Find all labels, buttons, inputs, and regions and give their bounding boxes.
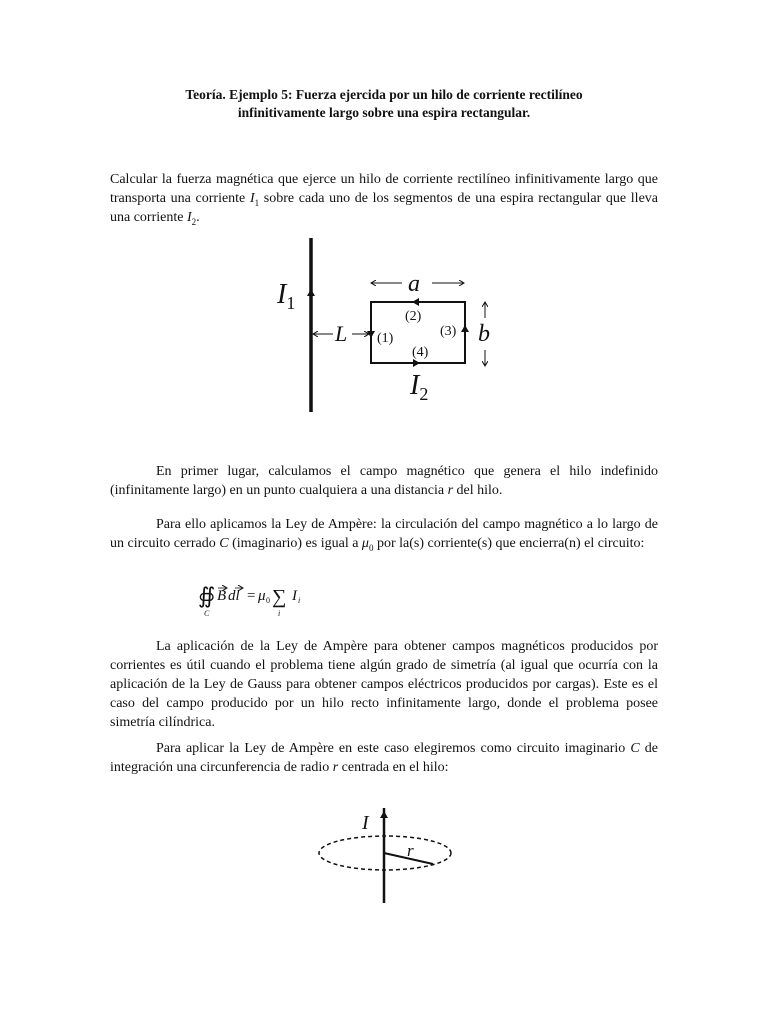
paragraph-1: En primer lugar, calculamos el campo magnético que genera el hilo indefinido (infinitamente largo) en un punto cualquiera a una distancia r del hilo. bbox=[110, 464, 658, 498]
closed-integral-symbol: ∯ bbox=[198, 583, 216, 608]
label-a: a bbox=[408, 271, 420, 297]
label-seg3: (3) bbox=[440, 324, 457, 339]
paragraph-2: Para ello aplicamos la Ley de Ampère: la circulación del campo magnético a lo largo de un circuito cerrado C (imaginario) es igual a $\mu_0$ por la(s) corriente(s) que encierra(n) el circuito: bbox=[110, 517, 658, 553]
eq-I-sub: i bbox=[298, 596, 301, 605]
label-I2: $I_2$ bbox=[410, 370, 429, 404]
label-b: b bbox=[478, 321, 490, 347]
label-I1: $I_1$ bbox=[277, 279, 296, 313]
var-i2: I bbox=[186, 210, 192, 225]
eq-lower-C: C bbox=[204, 609, 210, 618]
eq-mu-sub: 0 bbox=[266, 596, 270, 605]
title-line-1: Teoría. Ejemplo 5: Fuerza ejercida por un hilo de corriente rectilíneo bbox=[185, 87, 583, 102]
paragraph-4: Para aplicar la Ley de Ampère en este caso elegiremos como circuito imaginario C de integración una circunferencia de radio r centrada en el hilo: bbox=[110, 741, 658, 775]
eq-lower-i: i bbox=[278, 609, 281, 618]
eq-dl: dl bbox=[228, 588, 240, 604]
label-seg4: (4) bbox=[412, 345, 429, 360]
eq-mu: μ bbox=[258, 588, 266, 604]
label-r: r bbox=[407, 841, 414, 860]
var-i1: I bbox=[249, 191, 255, 206]
label-L: L bbox=[335, 321, 348, 346]
title-line-2: infinitivamente largo sobre una espira rectangular. bbox=[237, 105, 531, 120]
eq-sum: ∑ bbox=[272, 586, 287, 608]
intro-paragraph: Calcular la fuerza magnética que ejerce un hilo de corriente rectilíneo infinitivamente largo que transporta una corriente $I_1$ sobre cada uno de los segmentos de una espira rectangular que lleva una corriente $I_2$. bbox=[110, 172, 658, 227]
label-I: I bbox=[362, 812, 369, 834]
eq-B: B bbox=[217, 588, 227, 604]
paragraph-3: La aplicación de la Ley de Ampère para obtener campos magnéticos producidos por corrientes es útil cuando el problema tiene algún grado de simetría (al igual que ocurría con la aplicación de la Ley de Gauss para obtener campos eléctricos producidos por cargas). Este es el caso del campo producido por un hilo recto infinitamente largo, donde el problema posee simetría cilíndrica. bbox=[110, 639, 658, 730]
eq-equals: = bbox=[247, 588, 256, 604]
label-seg1: (1) bbox=[377, 331, 394, 346]
eq-I: I bbox=[292, 588, 297, 604]
label-seg2: (2) bbox=[405, 309, 422, 324]
